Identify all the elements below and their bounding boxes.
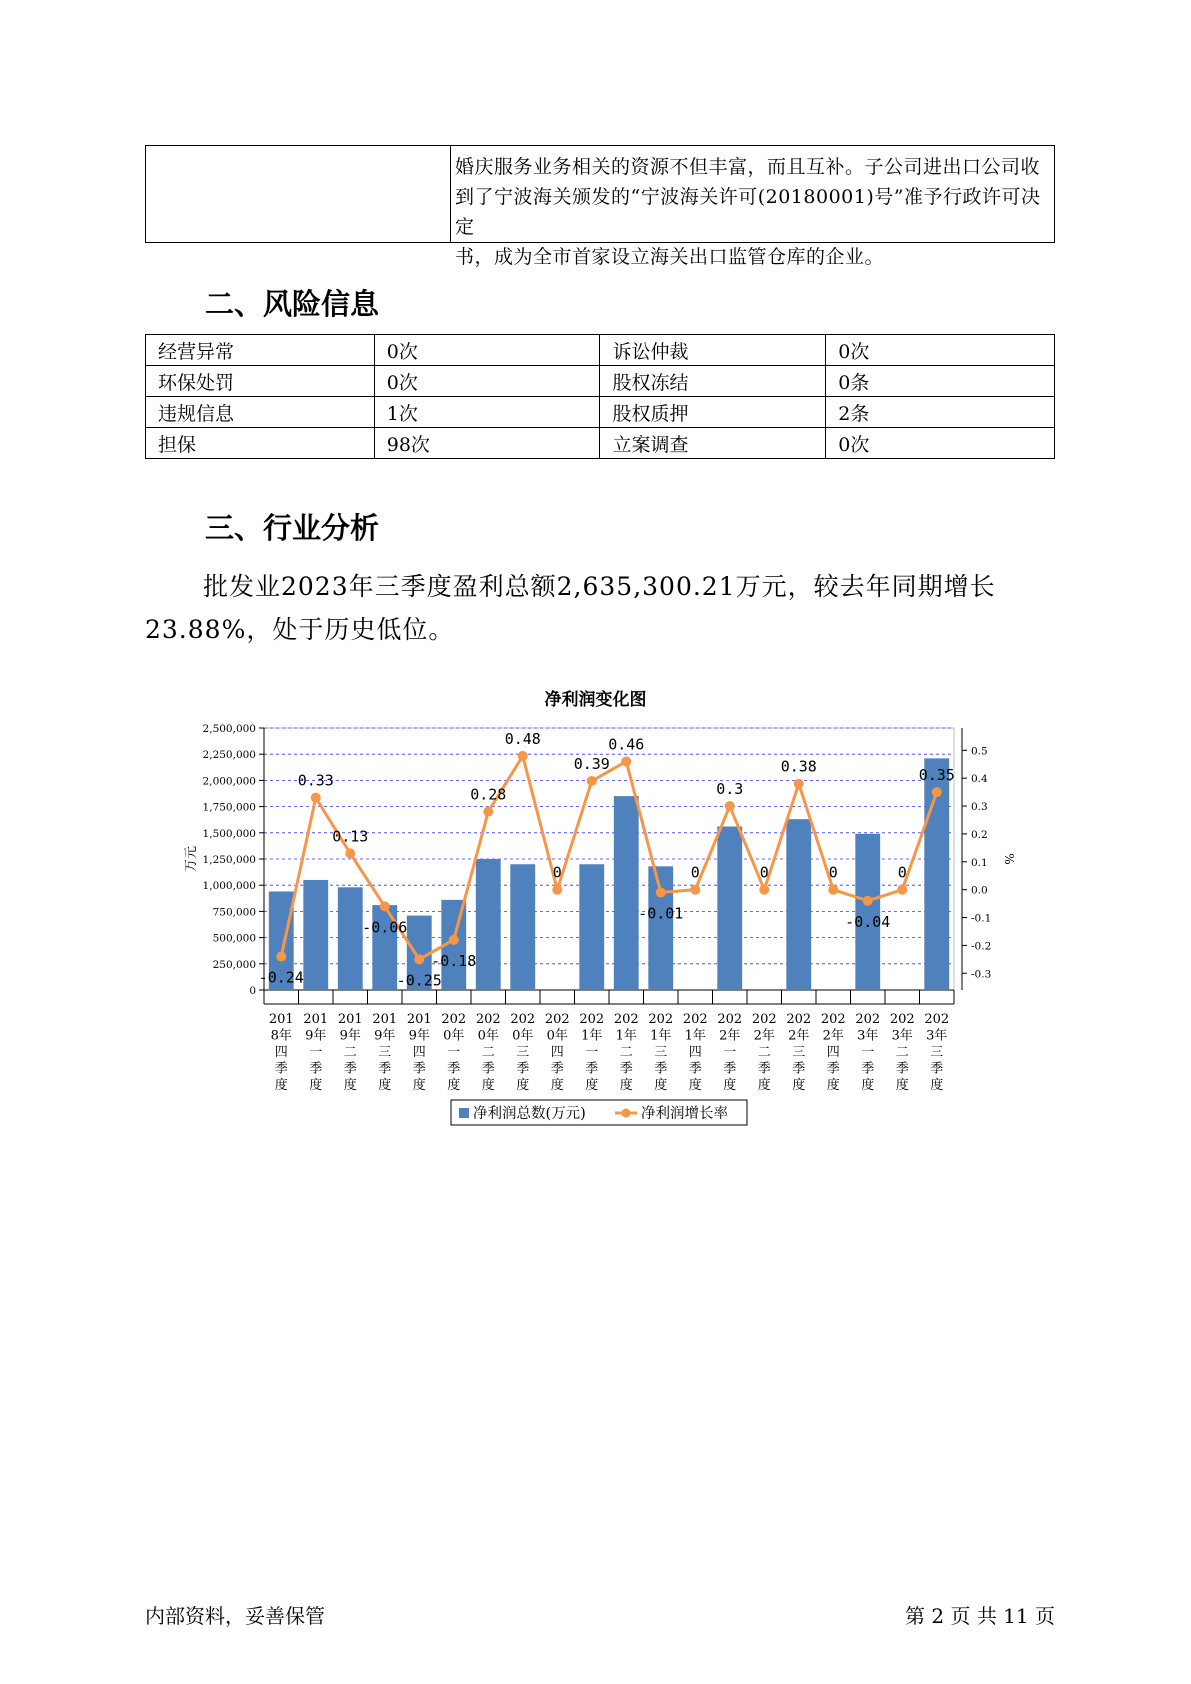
growth-rate-data-label: -0.18 <box>431 951 477 970</box>
x-axis-tick-label: 季 <box>274 1061 288 1077</box>
growth-rate-data-label: 0.13 <box>332 827 369 846</box>
x-axis-tick-label: 季 <box>619 1061 633 1077</box>
bar <box>648 866 673 990</box>
x-axis-tick-label: 度 <box>585 1078 599 1093</box>
table-cell: 0次 <box>374 335 600 366</box>
growth-rate-data-label: 0 <box>828 863 838 882</box>
x-axis-tick-label: 1年 <box>684 1028 706 1044</box>
growth-rate-point <box>759 885 769 895</box>
x-axis-tick-label: 度 <box>481 1078 495 1093</box>
left-axis-tick-label: 500,000 <box>212 932 256 945</box>
x-axis-tick-label: 202 <box>751 1012 777 1027</box>
x-axis-tick-label: 季 <box>895 1061 909 1077</box>
table-cell: 立案调查 <box>600 428 826 459</box>
right-axis-tick-label: 0.4 <box>971 773 988 786</box>
x-axis-tick-label: 二 <box>343 1045 357 1060</box>
bar <box>476 859 501 990</box>
footer-page-number: 第 2 页 共 11 页 <box>905 1604 1055 1628</box>
x-axis-tick-label: 三 <box>378 1045 392 1060</box>
table-cell: 0次 <box>826 428 1055 459</box>
x-axis-tick-label: 0年 <box>546 1028 568 1044</box>
x-axis-tick-label: 季 <box>550 1061 564 1077</box>
x-axis-tick-label: 季 <box>585 1061 599 1077</box>
x-axis-tick-label: 季 <box>861 1061 875 1077</box>
bar <box>786 819 811 990</box>
legend-bar-label: 净利润总数(万元) <box>473 1106 586 1122</box>
x-axis-tick-label: 季 <box>412 1061 426 1077</box>
growth-rate-data-label: -0.25 <box>396 971 442 990</box>
x-axis-tick-label: 3年 <box>857 1028 879 1044</box>
x-axis-tick-label: 度 <box>516 1078 530 1093</box>
growth-rate-data-label: 0.38 <box>780 757 817 776</box>
growth-rate-data-label: 0 <box>552 863 562 882</box>
x-axis-tick-label: 二 <box>757 1045 771 1060</box>
growth-rate-point <box>414 954 424 964</box>
right-axis-tick-label: 0.1 <box>971 856 988 869</box>
x-axis-tick-label: 四 <box>688 1045 702 1060</box>
growth-rate-point <box>725 801 735 811</box>
growth-rate-data-label: -0.06 <box>362 918 408 937</box>
x-axis-tick-label: 季 <box>309 1061 323 1077</box>
bar <box>338 887 363 990</box>
x-axis-tick-label: 季 <box>343 1061 357 1077</box>
x-axis-tick-label: 202 <box>648 1012 674 1027</box>
growth-rate-point <box>897 885 907 895</box>
x-axis-tick-label: 度 <box>930 1078 944 1093</box>
x-axis-tick-label: 202 <box>510 1012 536 1027</box>
x-axis-tick-label: 2年 <box>822 1028 844 1044</box>
x-axis-tick-label: 季 <box>378 1061 392 1077</box>
x-axis-tick-label: 三 <box>930 1045 944 1060</box>
x-axis-tick-label: 度 <box>861 1078 875 1093</box>
industry-paragraph-text: 批发业2023年三季度盈利总额2,635,300.21万元，较去年同期增长23.88%，处于历史低位。 <box>145 572 996 644</box>
growth-rate-point <box>449 935 459 945</box>
x-axis-tick-label: 202 <box>579 1012 605 1027</box>
growth-rate-data-label: 0.48 <box>504 729 541 748</box>
x-axis-tick-label: 201 <box>406 1012 432 1027</box>
x-axis-tick-label: 一 <box>723 1045 737 1060</box>
x-axis-tick-label: 二 <box>481 1045 495 1060</box>
x-axis-tick-label: 度 <box>447 1078 461 1093</box>
growth-rate-point <box>276 952 286 962</box>
left-axis-tick-label: 2,250,000 <box>202 749 256 762</box>
right-axis-tick-label: 0.0 <box>971 884 988 897</box>
x-axis-tick-label: 202 <box>475 1012 501 1027</box>
growth-rate-data-label: 0.28 <box>470 785 507 804</box>
x-axis-tick-label: 0年 <box>443 1028 465 1044</box>
x-axis-tick-label: 3年 <box>891 1028 913 1044</box>
x-axis-tick-label: 0年 <box>477 1028 499 1044</box>
x-axis-tick-label: 202 <box>924 1012 950 1027</box>
table-cell: 环保处罚 <box>146 366 375 397</box>
x-axis-tick-label: 季 <box>723 1061 737 1077</box>
x-axis-tick-label: 202 <box>717 1012 743 1027</box>
growth-rate-point <box>690 885 700 895</box>
growth-rate-point <box>518 751 528 761</box>
left-axis-tick-label: 1,000,000 <box>202 880 256 893</box>
bar <box>579 864 604 990</box>
x-axis-tick-label: 201 <box>372 1012 398 1027</box>
x-axis-tick-label: 8年 <box>270 1028 292 1044</box>
table-cell: 经营异常 <box>146 335 375 366</box>
top-table-line: 书，成为全市首家设立海关出口监管仓库的企业。 <box>455 246 885 268</box>
left-axis-tick-label: 2,000,000 <box>202 775 256 788</box>
growth-rate-data-label: 0 <box>897 863 907 882</box>
x-axis-tick-label: 度 <box>757 1078 771 1093</box>
growth-rate-data-label: 0.39 <box>573 754 610 773</box>
bar <box>510 864 535 990</box>
x-axis-tick-label: 0年 <box>512 1028 534 1044</box>
x-axis-tick-label: 9年 <box>339 1028 361 1044</box>
top-table-line: 婚庆服务业务相关的资源不但丰富，而且互补。子公司进出口公司收 <box>455 156 1041 178</box>
x-axis-tick-label: 202 <box>855 1012 881 1027</box>
x-axis-tick-label: 四 <box>826 1045 840 1060</box>
x-axis-tick-label: 四 <box>550 1045 564 1060</box>
x-axis-tick-label: 202 <box>682 1012 708 1027</box>
growth-rate-point <box>345 848 355 858</box>
section-heading-industry: 三、行业分析 <box>205 511 380 545</box>
x-axis-tick-label: 度 <box>826 1078 840 1093</box>
x-axis-tick-label: 季 <box>792 1061 806 1077</box>
x-axis-tick-label: 1年 <box>581 1028 603 1044</box>
x-axis-tick-label: 度 <box>412 1078 426 1093</box>
growth-rate-data-label: 0.35 <box>918 766 955 785</box>
x-axis-tick-label: 季 <box>688 1061 702 1077</box>
x-axis-tick-label: 202 <box>613 1012 639 1027</box>
left-axis-tick-label: 1,250,000 <box>202 854 256 866</box>
x-axis-tick-label: 度 <box>895 1078 909 1093</box>
x-axis-tick-label: 2年 <box>719 1028 741 1044</box>
x-axis-tick-label: 季 <box>930 1061 944 1077</box>
x-axis-tick-label: 度 <box>274 1078 288 1093</box>
footer-confidential-note: 内部资料，妥善保管 <box>145 1604 325 1628</box>
growth-rate-data-label: -0.24 <box>258 968 304 987</box>
x-axis-tick-label: 1年 <box>650 1028 672 1044</box>
x-axis-tick-label: 度 <box>688 1078 702 1093</box>
right-axis-tick-label: -0.2 <box>971 940 992 953</box>
table-cell: 0次 <box>826 335 1055 366</box>
bar <box>717 827 742 990</box>
legend-bar-swatch <box>459 1108 469 1118</box>
bar <box>303 880 328 990</box>
left-axis-tick-label: 250,000 <box>212 958 256 971</box>
section-heading-risk: 二、风险信息 <box>205 287 380 321</box>
x-axis-tick-label: 2年 <box>788 1028 810 1044</box>
growth-rate-point <box>656 887 666 897</box>
growth-rate-point <box>587 776 597 786</box>
growth-rate-data-label: 0 <box>759 863 769 882</box>
growth-rate-point <box>311 793 321 803</box>
growth-rate-data-label: 0 <box>690 863 700 882</box>
right-axis-tick-label: 0.5 <box>971 745 988 758</box>
x-axis-tick-label: 度 <box>723 1078 737 1093</box>
table-cell: 违规信息 <box>146 397 375 428</box>
x-axis-tick-label: 季 <box>516 1061 530 1077</box>
right-axis-tick-label: -0.3 <box>971 968 992 981</box>
growth-rate-point <box>621 756 631 766</box>
x-axis-tick-label: 202 <box>544 1012 570 1027</box>
left-axis-tick-label: 1,500,000 <box>202 827 256 840</box>
x-axis-tick-label: 二 <box>619 1045 633 1060</box>
growth-rate-point <box>483 807 493 817</box>
left-axis-tick-label: 1,750,000 <box>202 801 256 814</box>
x-axis-tick-label: 9年 <box>374 1028 396 1044</box>
table-cell: 股权质押 <box>600 397 826 428</box>
left-axis-label: 万元 <box>184 845 199 873</box>
growth-rate-data-label: 0.33 <box>297 771 334 790</box>
x-axis-tick-label: 季 <box>826 1061 840 1077</box>
table-cell: 0次 <box>374 366 600 397</box>
x-axis-tick-label: 201 <box>337 1012 363 1027</box>
x-axis-tick-label: 度 <box>378 1078 392 1093</box>
x-axis-tick-label: 度 <box>654 1078 668 1093</box>
growth-rate-point <box>863 896 873 906</box>
growth-rate-data-label: 0.3 <box>716 780 744 799</box>
table-cell: 股权冻结 <box>600 366 826 397</box>
x-axis-tick-label: 季 <box>447 1061 461 1077</box>
left-axis-tick-label: 2,500,000 <box>202 723 256 735</box>
x-axis-tick-label: 201 <box>303 1012 329 1027</box>
chart-title: 净利润变化图 <box>544 690 647 710</box>
x-axis-tick-label: 季 <box>481 1061 495 1077</box>
right-axis-tick-label: -0.1 <box>971 912 992 925</box>
x-axis-tick-label: 二 <box>895 1045 909 1060</box>
x-axis-tick-label: 202 <box>786 1012 812 1027</box>
x-axis-tick-label: 三 <box>516 1045 530 1060</box>
x-axis-tick-label: 201 <box>268 1012 294 1027</box>
x-axis-tick-label: 一 <box>447 1045 461 1060</box>
x-axis-tick-label: 202 <box>820 1012 846 1027</box>
growth-rate-data-label: -0.04 <box>845 912 891 931</box>
x-axis-tick-label: 9年 <box>408 1028 430 1044</box>
table-cell: 0条 <box>826 366 1055 397</box>
growth-rate-point <box>794 779 804 789</box>
x-axis-tick-label: 度 <box>309 1078 323 1093</box>
x-axis-tick-label: 202 <box>889 1012 915 1027</box>
x-axis-tick-label: 一 <box>309 1045 323 1060</box>
x-axis-tick-label: 一 <box>585 1045 599 1060</box>
legend-line-marker <box>622 1109 631 1118</box>
table-cell: 诉讼仲裁 <box>600 335 826 366</box>
growth-rate-data-label: -0.01 <box>638 904 684 923</box>
x-axis-tick-label: 三 <box>654 1045 668 1060</box>
growth-rate-data-label: 0.46 <box>608 735 645 754</box>
table-cell: 1次 <box>374 397 600 428</box>
x-axis-tick-label: 度 <box>792 1078 806 1093</box>
right-axis-label: % <box>1002 853 1016 865</box>
left-axis-tick-label: 750,000 <box>212 906 256 919</box>
right-axis-tick-label: 0.2 <box>971 828 988 841</box>
bar <box>614 796 639 990</box>
growth-rate-point <box>552 885 562 895</box>
x-axis-tick-label: 三 <box>792 1045 806 1060</box>
x-axis-tick-label: 2年 <box>753 1028 775 1044</box>
x-axis-tick-label: 度 <box>619 1078 633 1093</box>
x-axis-tick-label: 9年 <box>305 1028 327 1044</box>
left-axis-tick-label: 0 <box>249 985 256 997</box>
x-axis-tick-label: 1年 <box>615 1028 637 1044</box>
x-axis-tick-label: 一 <box>861 1045 875 1060</box>
right-axis-tick-label: 0.3 <box>971 801 988 814</box>
x-axis-tick-label: 度 <box>343 1078 357 1093</box>
legend-line-label: 净利润增长率 <box>641 1106 728 1122</box>
x-axis-tick-label: 3年 <box>926 1028 948 1044</box>
x-axis-tick-label: 四 <box>412 1045 426 1060</box>
table-cell: 2条 <box>826 397 1055 428</box>
x-axis-tick-label: 季 <box>654 1061 668 1077</box>
table-cell: 担保 <box>146 428 375 459</box>
x-axis-tick-label: 季 <box>757 1061 771 1077</box>
top-table-line: 到了宁波海关颁发的“宁波海关许可(20180001)号”准予行政许可决定 <box>455 186 1041 238</box>
x-axis-tick-label: 202 <box>441 1012 467 1027</box>
growth-rate-point <box>380 901 390 911</box>
x-axis-tick-label: 四 <box>274 1045 288 1060</box>
growth-rate-point <box>828 885 838 895</box>
table-cell: 98次 <box>374 428 600 459</box>
x-axis-tick-label: 度 <box>550 1078 564 1093</box>
growth-rate-point <box>932 787 942 797</box>
